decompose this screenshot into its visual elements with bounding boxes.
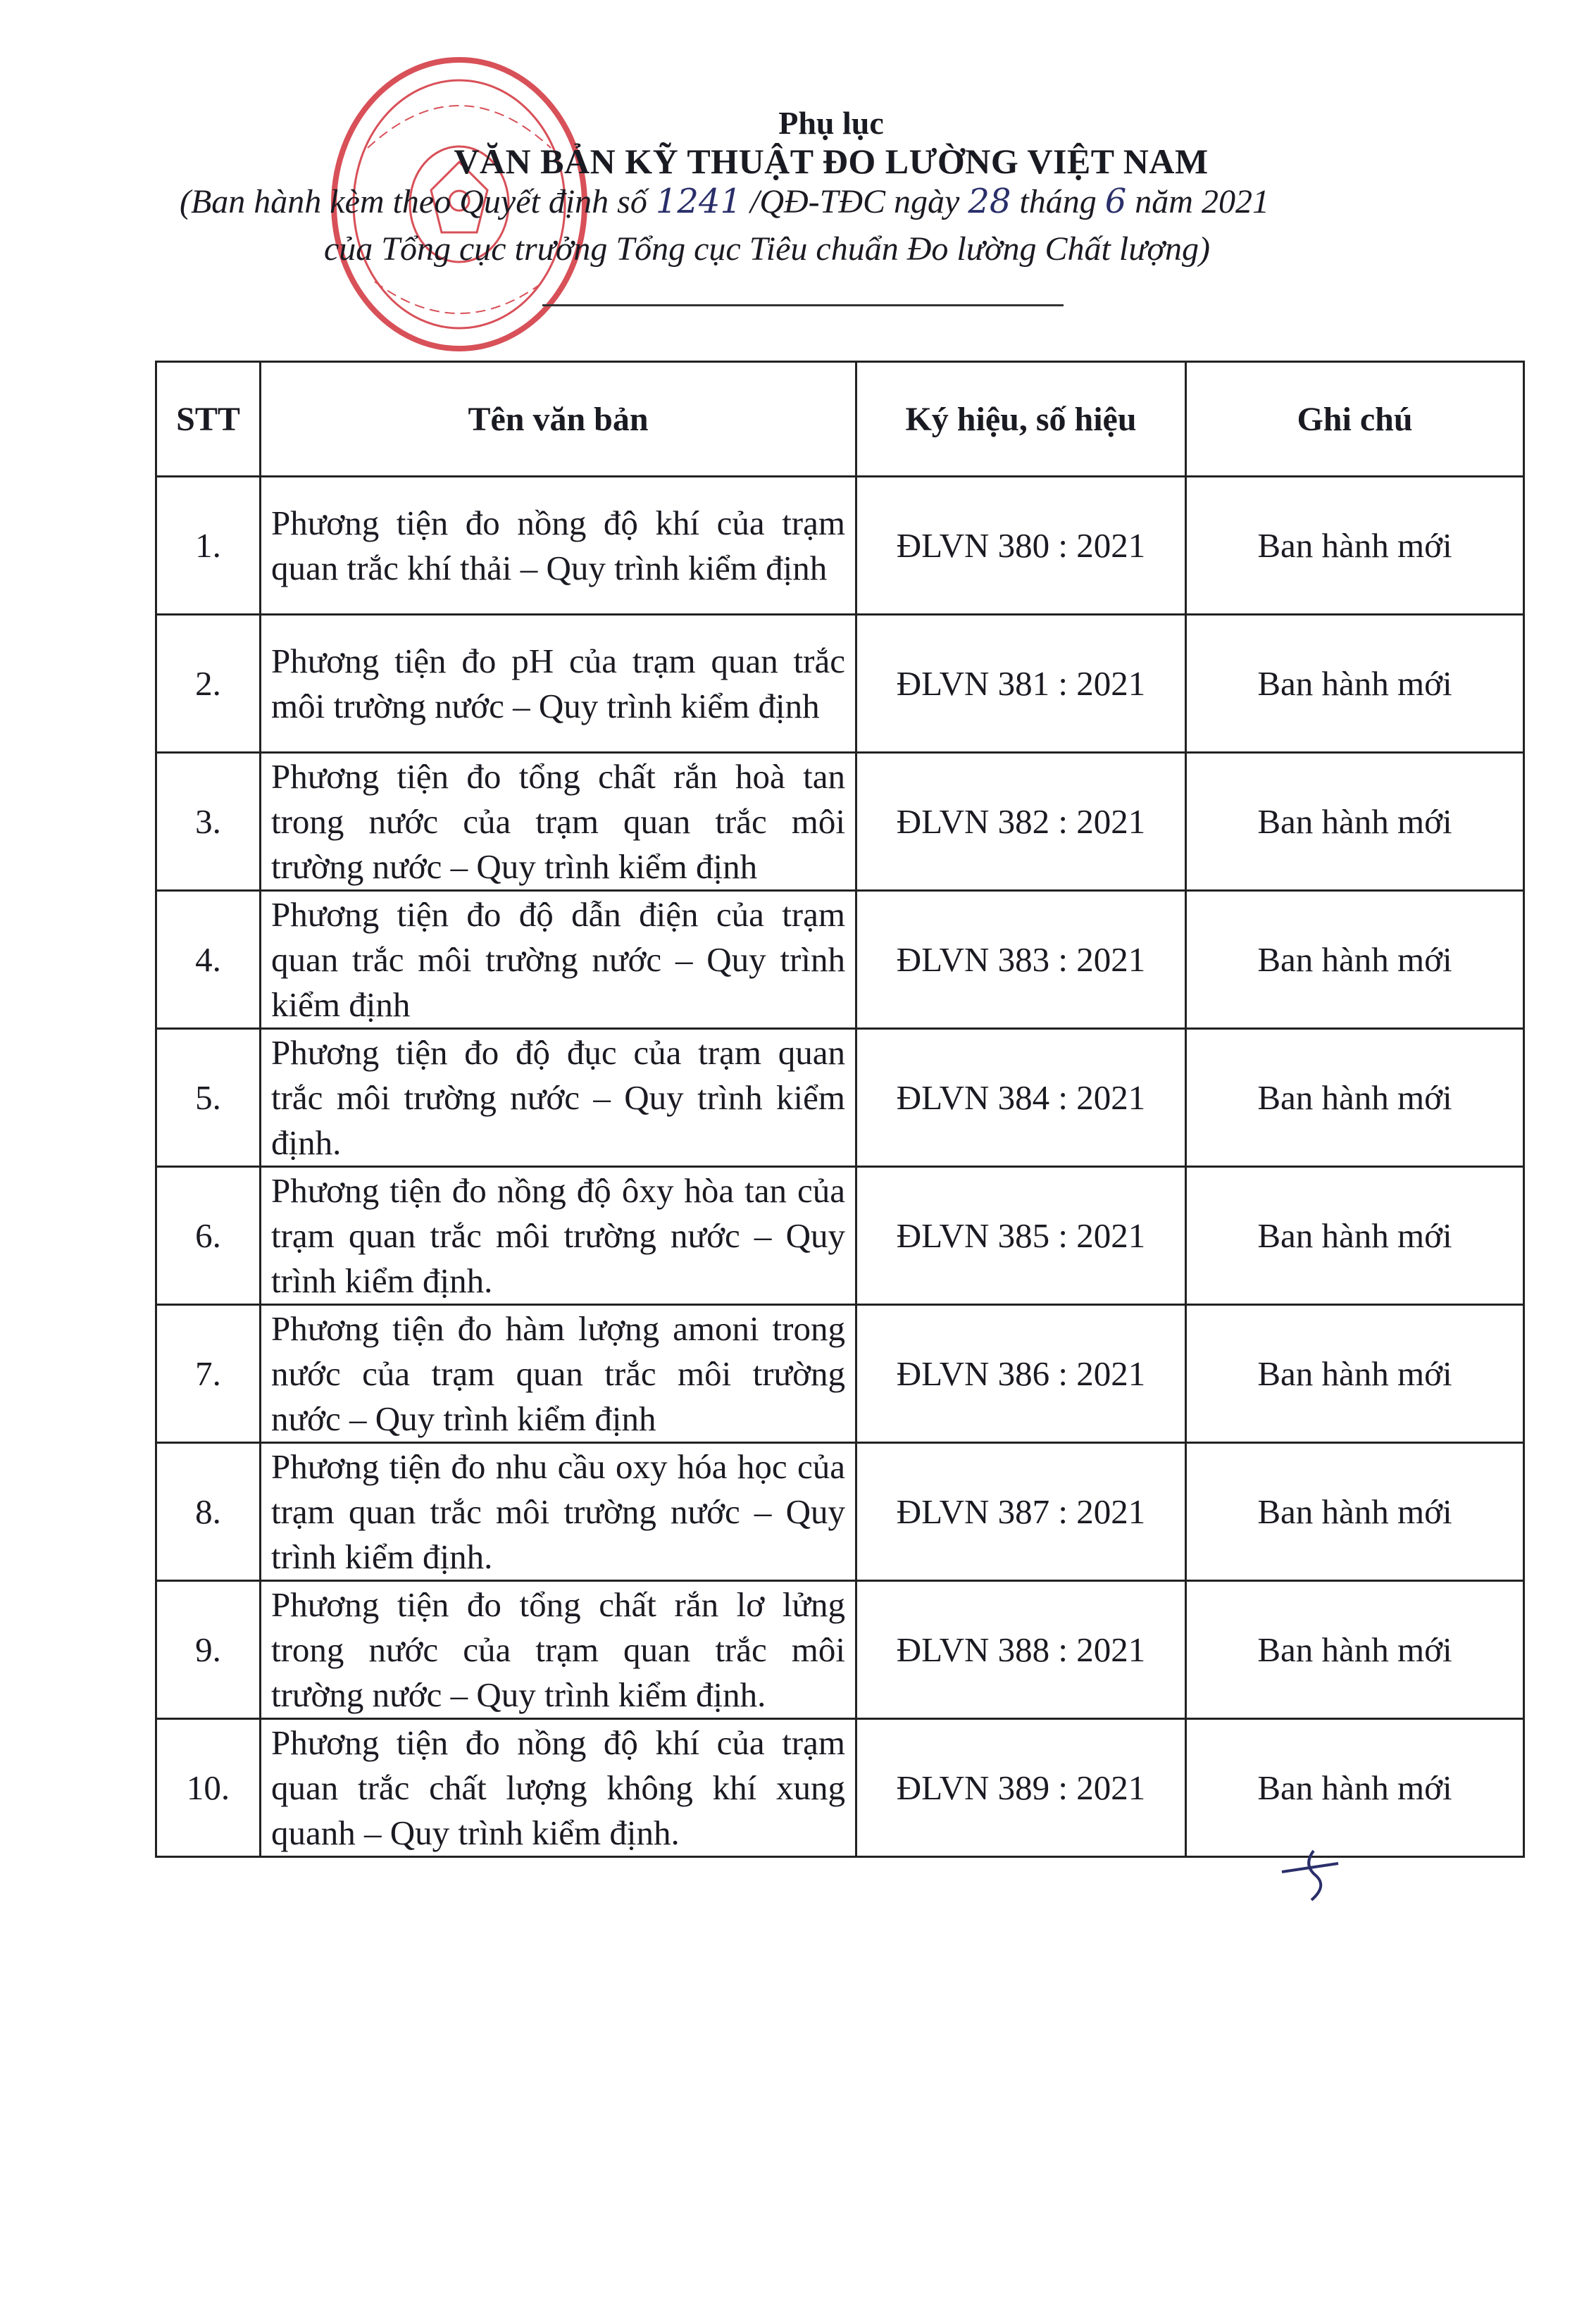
issued-mid: /QĐ-TĐC ngày (750, 183, 960, 220)
column-header-stt: STT (156, 362, 261, 477)
issuer-line: của Tổng cục trưởng Tổng cục Tiêu chuẩn Đo lường Chất lượng) (324, 230, 1210, 268)
row-note: Ban hành mới (1186, 615, 1524, 753)
row-stt: 5. (156, 1029, 261, 1167)
document-table (155, 361, 1525, 1858)
row-stt: 7. (156, 1305, 261, 1443)
row-note: Ban hành mới (1186, 1167, 1524, 1305)
row-note: Ban hành mới (1186, 1719, 1524, 1857)
row-name: Phương tiện đo pH của trạm quan trắc môi trường nước – Quy trình kiểm định (261, 615, 856, 753)
row-stt: 2. (156, 615, 261, 753)
row-name: Phương tiện đo nồng độ ôxy hòa tan của trạm quan trắc môi trường nước – Quy trình kiểm định. (261, 1167, 856, 1305)
handwritten-initial-icon (1275, 1844, 1345, 1907)
row-stt: 3. (156, 753, 261, 891)
header-divider (542, 304, 1064, 306)
row-stt: 4. (156, 891, 261, 1029)
row-stt: 10. (156, 1719, 261, 1857)
table-row (156, 1719, 1524, 1857)
row-note: Ban hành mới (1186, 1443, 1524, 1581)
appendix-label: Phụ lục (778, 105, 884, 141)
row-note: Ban hành mới (1186, 1581, 1524, 1719)
row-code: ĐLVN 384 : 2021 (856, 1029, 1186, 1167)
row-name: Phương tiện đo hàm lượng amoni trong nước của trạm quan trắc môi trường nước – Quy trình kiểm định (261, 1305, 856, 1443)
row-code: ĐLVN 387 : 2021 (856, 1443, 1186, 1581)
row-note: Ban hành mới (1186, 477, 1524, 615)
row-code: ĐLVN 383 : 2021 (856, 891, 1186, 1029)
issue-year: năm 2021 (1135, 183, 1269, 220)
table-row (156, 615, 1524, 753)
row-note: Ban hành mới (1186, 1029, 1524, 1167)
row-code: ĐLVN 380 : 2021 (856, 477, 1186, 615)
issued-prefix: (Ban hành kèm theo Quyết định số (180, 183, 647, 220)
table-row (156, 891, 1524, 1029)
table-row (156, 1305, 1524, 1443)
table-row (156, 1443, 1524, 1581)
row-stt: 1. (156, 477, 261, 615)
column-header-name: Tên văn bản (261, 362, 856, 477)
row-stt: 6. (156, 1167, 261, 1305)
column-header-code: Ký hiệu, số hiệu (856, 362, 1186, 477)
month-label: tháng (1019, 183, 1097, 220)
row-note: Ban hành mới (1186, 753, 1524, 891)
row-name: Phương tiện đo nhu cầu oxy hóa học của trạm quan trắc môi trường nước – Quy trình kiểm định. (261, 1443, 856, 1581)
issuance-line (180, 182, 1490, 221)
table-row (156, 753, 1524, 891)
row-name: Phương tiện đo độ dẫn điện của trạm quan trắc môi trường nước – Quy trình kiểm định (261, 891, 856, 1029)
row-note: Ban hành mới (1186, 891, 1524, 1029)
row-code: ĐLVN 382 : 2021 (856, 753, 1186, 891)
table-row (156, 1167, 1524, 1305)
row-name: Phương tiện đo nồng độ khí của trạm quan trắc khí thải – Quy trình kiểm định (261, 477, 856, 615)
row-code: ĐLVN 381 : 2021 (856, 615, 1186, 753)
row-stt: 8. (156, 1443, 261, 1581)
row-note: Ban hành mới (1186, 1305, 1524, 1443)
table-header-row (156, 362, 1524, 477)
row-code: ĐLVN 388 : 2021 (856, 1581, 1186, 1719)
row-name: Phương tiện đo nồng độ khí của trạm quan trắc chất lượng không khí xung quanh – Quy trình kiểm định. (261, 1719, 856, 1857)
document-title: VĂN BẢN KỸ THUẬT ĐO LƯỜNG VIỆT NAM (454, 142, 1209, 181)
table-row (156, 1581, 1524, 1719)
row-code: ĐLVN 386 : 2021 (856, 1305, 1186, 1443)
column-header-note: Ghi chú (1186, 362, 1524, 477)
issue-month: 6 (1104, 182, 1127, 221)
table-row (156, 1029, 1524, 1167)
row-name: Phương tiện đo tổng chất rắn hoà tan trong nước của trạm quan trắc môi trường nước – Quy trình kiểm định (261, 753, 856, 891)
table-row (156, 477, 1524, 615)
row-code: ĐLVN 389 : 2021 (856, 1719, 1186, 1857)
decision-number: 1241 (655, 182, 742, 221)
row-code: ĐLVN 385 : 2021 (856, 1167, 1186, 1305)
row-stt: 9. (156, 1581, 261, 1719)
row-name: Phương tiện đo độ đục của trạm quan trắc môi trường nước – Quy trình kiểm định. (261, 1029, 856, 1167)
row-name: Phương tiện đo tổng chất rắn lơ lửng trong nước của trạm quan trắc môi trường nước – Quy trình kiểm định. (261, 1581, 856, 1719)
issue-day: 28 (968, 182, 1011, 221)
